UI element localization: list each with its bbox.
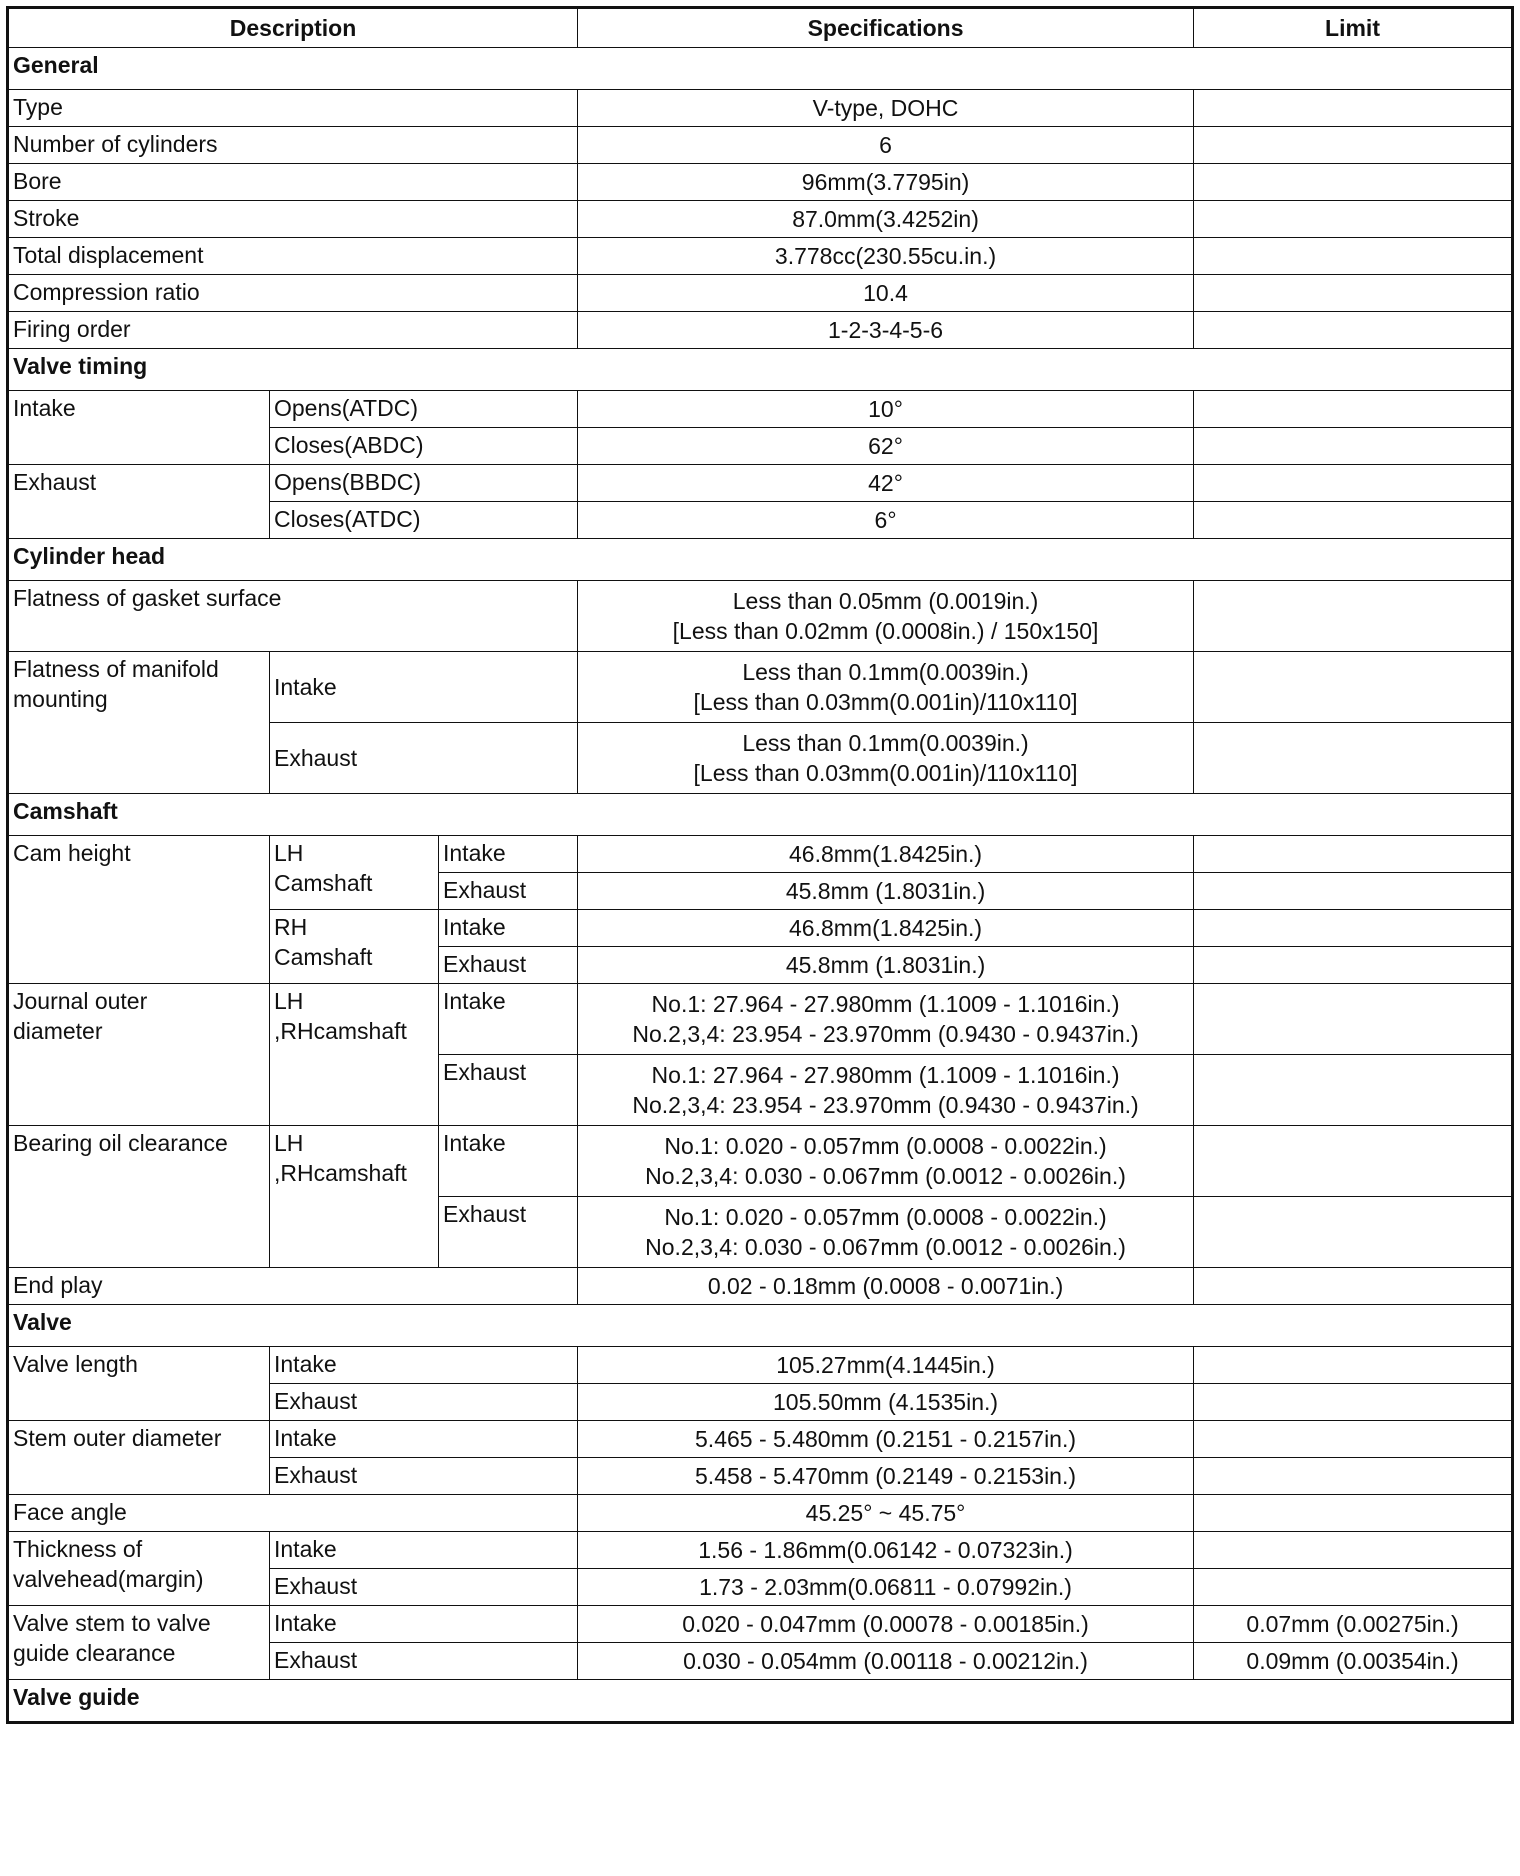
row-limit [1194, 391, 1513, 428]
spec-line: [Less than 0.02mm (0.0008in.) / 150x150] [672, 618, 1099, 644]
section-valve-timing [8, 349, 1513, 391]
row-spec [578, 1197, 1194, 1268]
row-limit [1194, 1268, 1513, 1305]
row-spec [578, 1126, 1194, 1197]
spec-line: Less than 0.1mm(0.0039in.) [742, 659, 1029, 685]
row-sublabel: RH Camshaft [270, 910, 439, 984]
spec-line: [Less than 0.03mm(0.001in)/110x110] [693, 689, 1078, 715]
row-sublabel: Intake [270, 1421, 578, 1458]
row-sublabel: Intake [270, 1347, 578, 1384]
row-limit [1194, 652, 1513, 723]
row-limit [1194, 723, 1513, 794]
spec-line: No.2,3,4: 0.030 - 0.067mm (0.0012 - 0.0026in.) [645, 1163, 1126, 1189]
table-row [8, 275, 1513, 312]
row-sublabel: Intake [439, 984, 578, 1055]
row-spec: 105.50mm (4.1535in.) [578, 1384, 1194, 1421]
row-label: Stroke [8, 201, 578, 238]
row-limit [1194, 1569, 1513, 1606]
row-sublabel: Exhaust [439, 1197, 578, 1268]
row-limit [1194, 1458, 1513, 1495]
row-spec: 10.4 [578, 275, 1194, 312]
row-limit [1194, 1347, 1513, 1384]
spec-line: Less than 0.1mm(0.0039in.) [742, 730, 1029, 756]
header-description: Description [8, 8, 578, 48]
table-row [8, 164, 1513, 201]
row-label: Valve stem to valve guide clearance [8, 1606, 270, 1680]
row-limit [1194, 164, 1513, 201]
table-row [8, 652, 1513, 723]
table-row [8, 1421, 1513, 1458]
row-label: Exhaust [8, 465, 270, 539]
row-label: Firing order [8, 312, 578, 349]
table-row [8, 984, 1513, 1055]
row-spec: 45.8mm (1.8031in.) [578, 947, 1194, 984]
row-spec [578, 1055, 1194, 1126]
row-spec: 5.458 - 5.470mm (0.2149 - 0.2153in.) [578, 1458, 1194, 1495]
row-sublabel: Exhaust [439, 1055, 578, 1126]
row-spec: 1.73 - 2.03mm(0.06811 - 0.07992in.) [578, 1569, 1194, 1606]
row-sublabel: Intake [439, 910, 578, 947]
section-title: Valve guide [8, 1680, 1513, 1723]
spec-line: [Less than 0.03mm(0.001in)/110x110] [693, 760, 1078, 786]
row-spec [578, 652, 1194, 723]
row-limit: 0.07mm (0.00275in.) [1194, 1606, 1513, 1643]
row-label: Journal outer diameter [8, 984, 270, 1126]
row-limit [1194, 502, 1513, 539]
row-sublabel: Opens(ATDC) [270, 391, 578, 428]
row-sublabel: Exhaust [270, 1384, 578, 1421]
section-title: Valve timing [8, 349, 1513, 391]
row-spec: 87.0mm(3.4252in) [578, 201, 1194, 238]
row-limit [1194, 984, 1513, 1055]
row-label: Cam height [8, 836, 270, 984]
row-spec: 0.02 - 0.18mm (0.0008 - 0.0071in.) [578, 1268, 1194, 1305]
row-sublabel: Intake [270, 1532, 578, 1569]
table-row [8, 836, 1513, 873]
table-row [8, 581, 1513, 652]
spec-line: No.1: 27.964 - 27.980mm (1.1009 - 1.1016in.) [651, 1062, 1120, 1088]
row-label: Intake [8, 391, 270, 465]
table-header-row [8, 8, 1513, 48]
row-spec: 10° [578, 391, 1194, 428]
row-spec: 105.27mm(4.1445in.) [578, 1347, 1194, 1384]
table-row [8, 391, 1513, 428]
table-row [8, 127, 1513, 164]
row-label: Valve length [8, 1347, 270, 1421]
row-sublabel: Closes(ATDC) [270, 502, 578, 539]
table-row [8, 1347, 1513, 1384]
spec-line: No.1: 27.964 - 27.980mm (1.1009 - 1.1016in.) [651, 991, 1120, 1017]
spec-line: No.2,3,4: 23.954 - 23.970mm (0.9430 - 0.9437in.) [632, 1021, 1139, 1047]
row-limit [1194, 201, 1513, 238]
row-spec: 96mm(3.7795in) [578, 164, 1194, 201]
table-row [8, 1532, 1513, 1569]
row-sublabel: Exhaust [270, 1458, 578, 1495]
row-label: Flatness of manifold mounting [8, 652, 270, 794]
row-spec: 42° [578, 465, 1194, 502]
row-spec: 5.465 - 5.480mm (0.2151 - 0.2157in.) [578, 1421, 1194, 1458]
row-limit [1194, 873, 1513, 910]
section-valve-guide [8, 1680, 1513, 1723]
row-limit [1194, 465, 1513, 502]
spec-table-wrapper [6, 6, 1514, 1724]
spec-line: No.2,3,4: 0.030 - 0.067mm (0.0012 - 0.0026in.) [645, 1234, 1126, 1260]
row-limit [1194, 947, 1513, 984]
row-limit [1194, 1384, 1513, 1421]
row-sublabel: LH ,RHcamshaft [270, 1126, 439, 1268]
row-spec: 1-2-3-4-5-6 [578, 312, 1194, 349]
row-label: Stem outer diameter [8, 1421, 270, 1495]
row-limit [1194, 836, 1513, 873]
section-cylinder-head [8, 539, 1513, 581]
row-spec [578, 581, 1194, 652]
row-limit [1194, 1532, 1513, 1569]
table-row [8, 1126, 1513, 1197]
row-limit [1194, 1126, 1513, 1197]
section-title: General [8, 48, 1513, 90]
section-title: Valve [8, 1305, 1513, 1347]
row-label: End play [8, 1268, 578, 1305]
row-sublabel: Intake [270, 652, 578, 723]
section-camshaft [8, 794, 1513, 836]
table-row [8, 312, 1513, 349]
row-spec: 45.25° ~ 45.75° [578, 1495, 1194, 1532]
row-label: Bore [8, 164, 578, 201]
row-limit [1194, 312, 1513, 349]
row-spec: 6° [578, 502, 1194, 539]
table-row [8, 1495, 1513, 1532]
spec-line: Less than 0.05mm (0.0019in.) [732, 588, 1039, 614]
row-spec: 0.030 - 0.054mm (0.00118 - 0.00212in.) [578, 1643, 1194, 1680]
row-label: Type [8, 90, 578, 127]
row-sublabel: Intake [439, 836, 578, 873]
section-title: Cylinder head [8, 539, 1513, 581]
row-sublabel: Exhaust [439, 947, 578, 984]
row-limit [1194, 275, 1513, 312]
row-spec: V-type, DOHC [578, 90, 1194, 127]
row-limit [1194, 1055, 1513, 1126]
row-sublabel: Exhaust [439, 873, 578, 910]
row-sublabel: Intake [270, 1606, 578, 1643]
row-spec: 46.8mm(1.8425in.) [578, 836, 1194, 873]
table-row [8, 238, 1513, 275]
section-valve [8, 1305, 1513, 1347]
row-limit [1194, 90, 1513, 127]
row-spec: 3.778cc(230.55cu.in.) [578, 238, 1194, 275]
row-sublabel: LH ,RHcamshaft [270, 984, 439, 1126]
row-spec: 6 [578, 127, 1194, 164]
row-spec [578, 723, 1194, 794]
row-label: Thickness of valvehead(margin) [8, 1532, 270, 1606]
header-specifications: Specifications [578, 8, 1194, 48]
row-label: Face angle [8, 1495, 578, 1532]
spec-line: No.1: 0.020 - 0.057mm (0.0008 - 0.0022in.) [664, 1133, 1107, 1159]
engine-spec-table [6, 6, 1514, 1724]
row-label: Compression ratio [8, 275, 578, 312]
row-spec [578, 984, 1194, 1055]
table-row [8, 1606, 1513, 1643]
row-sublabel: Exhaust [270, 1569, 578, 1606]
row-limit [1194, 238, 1513, 275]
header-limit: Limit [1194, 8, 1513, 48]
row-label: Bearing oil clearance [8, 1126, 270, 1268]
row-sublabel: Intake [439, 1126, 578, 1197]
row-sublabel: Opens(BBDC) [270, 465, 578, 502]
spec-line: No.2,3,4: 23.954 - 23.970mm (0.9430 - 0.9437in.) [632, 1092, 1139, 1118]
row-sublabel: Exhaust [270, 723, 578, 794]
section-general [8, 48, 1513, 90]
row-spec: 45.8mm (1.8031in.) [578, 873, 1194, 910]
row-label: Total displacement [8, 238, 578, 275]
row-spec: 1.56 - 1.86mm(0.06142 - 0.07323in.) [578, 1532, 1194, 1569]
row-limit [1194, 127, 1513, 164]
row-spec: 0.020 - 0.047mm (0.00078 - 0.00185in.) [578, 1606, 1194, 1643]
row-sublabel: LH Camshaft [270, 836, 439, 910]
row-spec: 46.8mm(1.8425in.) [578, 910, 1194, 947]
table-row [8, 465, 1513, 502]
row-label: Number of cylinders [8, 127, 578, 164]
row-limit [1194, 1421, 1513, 1458]
table-row [8, 1268, 1513, 1305]
row-sublabel: Exhaust [270, 1643, 578, 1680]
row-limit: 0.09mm (0.00354in.) [1194, 1643, 1513, 1680]
row-limit [1194, 1495, 1513, 1532]
row-sublabel: Closes(ABDC) [270, 428, 578, 465]
row-limit [1194, 910, 1513, 947]
table-row [8, 201, 1513, 238]
table-row [8, 90, 1513, 127]
spec-line: No.1: 0.020 - 0.057mm (0.0008 - 0.0022in.) [664, 1204, 1107, 1230]
section-title: Camshaft [8, 794, 1513, 836]
row-limit [1194, 428, 1513, 465]
row-spec: 62° [578, 428, 1194, 465]
row-limit [1194, 581, 1513, 652]
row-label: Flatness of gasket surface [8, 581, 578, 652]
row-limit [1194, 1197, 1513, 1268]
